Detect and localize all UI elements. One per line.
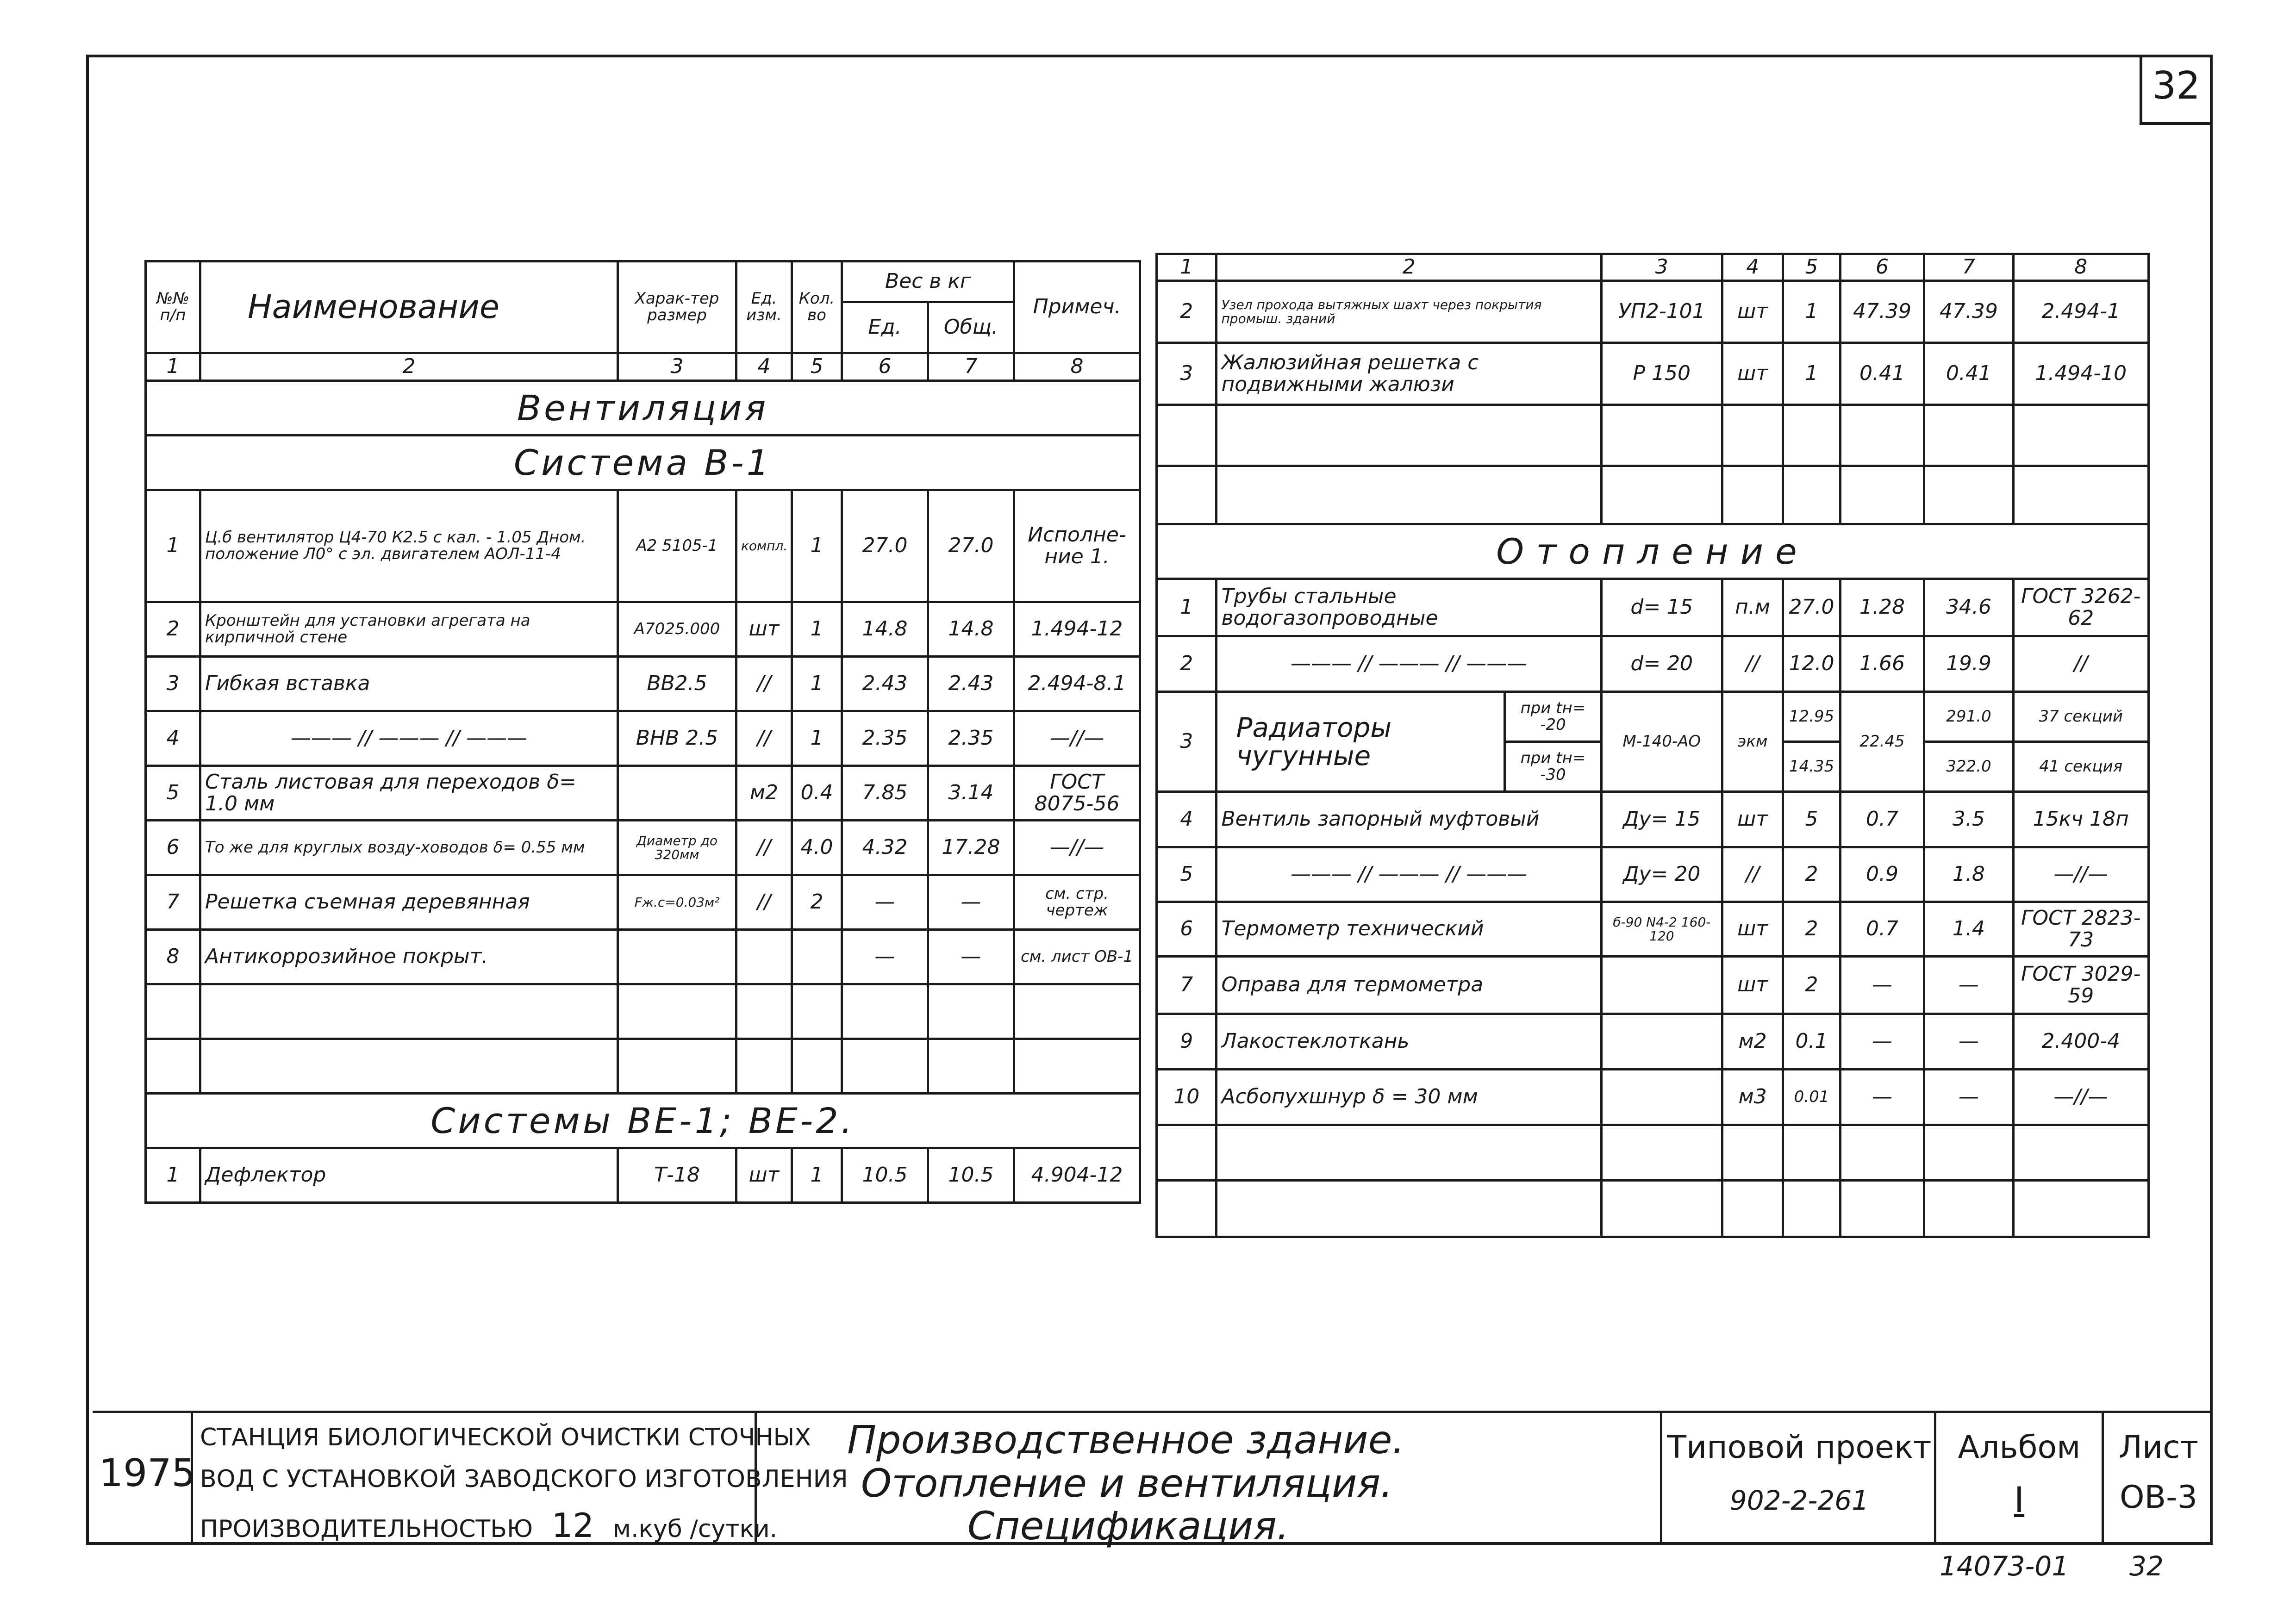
row-note: 37 секций xyxy=(2013,692,2149,742)
row-weight-unit: 47.39 xyxy=(1840,281,1924,343)
row-weight-total: 3.14 xyxy=(928,766,1014,821)
header-name: Наименование xyxy=(200,261,618,353)
row-char xyxy=(1601,1014,1722,1070)
row-unit: шт xyxy=(736,1148,792,1203)
row-note: ГОСТ 2823-73 xyxy=(2013,902,2149,957)
table-row xyxy=(146,490,1140,602)
table-row xyxy=(1157,405,2149,466)
capacity-unit: м.куб /сутки. xyxy=(612,1515,778,1543)
row-weight-unit: — xyxy=(842,930,928,984)
row-name: Кронштейн для установки агрегата на кирпичной стене xyxy=(200,602,618,657)
row-unit: // xyxy=(736,875,792,930)
table-row xyxy=(146,1148,1140,1203)
row-weight-total: 19.9 xyxy=(1924,636,2013,692)
table-row xyxy=(146,602,1140,657)
row-unit: шт xyxy=(1722,281,1783,343)
header-weight-total: Общ. xyxy=(928,302,1014,353)
table-row xyxy=(1157,343,2149,405)
row-num: 3 xyxy=(1157,343,1217,405)
row-note: 1.494-12 xyxy=(1014,602,1140,657)
row-char: М-140-АО xyxy=(1601,692,1722,792)
row-num: 3 xyxy=(1157,692,1217,792)
row-unit: п.м xyxy=(1722,579,1783,636)
row-weight-total: 17.28 xyxy=(928,821,1014,875)
row-qty: 12.95 xyxy=(1783,692,1840,742)
table-row xyxy=(1157,636,2149,692)
row-name: Антикоррозийное покрыт. xyxy=(200,930,618,984)
table-row xyxy=(1157,1181,2149,1237)
row-weight-total: 47.39 xyxy=(1924,281,2013,343)
row-char: А7025.000 xyxy=(618,602,736,657)
row-weight-unit: 1.66 xyxy=(1840,636,1924,692)
row-weight-total: 0.41 xyxy=(1924,343,2013,405)
row-note: 2.400-4 xyxy=(2013,1014,2149,1070)
row-name: ——— // ——— // ——— xyxy=(200,711,618,766)
row-char xyxy=(618,930,736,984)
row-weight-unit: 4.32 xyxy=(842,821,928,875)
row-qty: 4.0 xyxy=(792,821,842,875)
row-name: Узел прохода вытяжных шахт через покрытия промыш. зданий xyxy=(1217,281,1601,343)
col-number: 1 xyxy=(146,353,200,381)
row-qty: 2 xyxy=(1783,902,1840,957)
row-char: ВВ2.5 xyxy=(618,657,736,711)
table-row xyxy=(1157,466,2149,524)
row-char xyxy=(1601,957,1722,1014)
header-weight-unit: Ед. xyxy=(842,302,928,353)
title-block-divider xyxy=(2102,1411,2104,1543)
album-label: Альбом xyxy=(1958,1429,2081,1466)
row-unit: шт xyxy=(1722,957,1783,1014)
row-weight-unit: 27.0 xyxy=(842,490,928,602)
row-qty: 1 xyxy=(792,490,842,602)
row-note: см. лист ОВ-1 xyxy=(1014,930,1140,984)
row-weight-total: 2.35 xyxy=(928,711,1014,766)
table-row xyxy=(146,821,1140,875)
organization-line-3 xyxy=(200,1506,778,1545)
row-char: А2 5105-1 xyxy=(618,490,736,602)
row-unit: // xyxy=(736,821,792,875)
section-system-b1: Система В-1 xyxy=(146,436,1140,490)
col-number: 5 xyxy=(1783,254,1840,281)
row-weight-total: — xyxy=(1924,1070,2013,1125)
row-unit: шт xyxy=(1722,792,1783,847)
organization-line-2: ВОД С УСТАНОВКОЙ ЗАВОДСКОГО ИЗГОТОВЛЕНИЯ xyxy=(200,1465,848,1493)
header-unit: Ед. изм. xyxy=(736,261,792,353)
row-name: Асбопухшнур δ = 30 мм xyxy=(1217,1070,1601,1125)
row-weight-unit: 2.35 xyxy=(842,711,928,766)
row-note: Исполне-ние 1. xyxy=(1014,490,1140,602)
row-note: —//— xyxy=(2013,847,2149,902)
row-unit: // xyxy=(1722,636,1783,692)
col-number: 1 xyxy=(1157,254,1217,281)
section-ventilation: Вентиляция xyxy=(146,381,1140,436)
row-weight-total: 34.6 xyxy=(1924,579,2013,636)
row-unit: шт xyxy=(736,602,792,657)
row-num: 8 xyxy=(146,930,200,984)
col-number: 4 xyxy=(736,353,792,381)
row-weight-total: 3.5 xyxy=(1924,792,2013,847)
row-num: 7 xyxy=(146,875,200,930)
row-note: ГОСТ 8075-56 xyxy=(1014,766,1140,821)
row-qty: 2 xyxy=(1783,847,1840,902)
header-qty: Кол. во xyxy=(792,261,842,353)
row-char: Р 150 xyxy=(1601,343,1722,405)
row-weight-unit: 0.7 xyxy=(1840,792,1924,847)
table-row xyxy=(146,1039,1140,1094)
col-number: 8 xyxy=(1014,353,1140,381)
table-row xyxy=(146,984,1140,1039)
row-name: Вентиль запорный муфтовый xyxy=(1217,792,1601,847)
row-unit: м3 xyxy=(1722,1070,1783,1125)
row-char: Ду= 15 xyxy=(1601,792,1722,847)
organization-line-1: СТАНЦИЯ БИОЛОГИЧЕСКОЙ ОЧИСТКИ СТОЧНЫХ xyxy=(200,1424,811,1451)
row-qty: 2 xyxy=(792,875,842,930)
title-block-divider xyxy=(1660,1411,1662,1543)
table-row xyxy=(1157,692,2149,742)
row-name: Трубы стальные водогазопроводные xyxy=(1217,579,1601,636)
header-note: Примеч. xyxy=(1014,261,1140,353)
table-row xyxy=(1157,902,2149,957)
row-unit: // xyxy=(736,657,792,711)
row-weight-total: 322.0 xyxy=(1924,742,2013,792)
row-char: d= 15 xyxy=(1601,579,1722,636)
row-qty: 1 xyxy=(792,711,842,766)
title-block-divider xyxy=(1934,1411,1936,1543)
footer-code: 14073-01 xyxy=(1940,1550,2069,1582)
row-weight-unit: — xyxy=(1840,1070,1924,1125)
table-row xyxy=(1157,1125,2149,1181)
left-spec-table xyxy=(144,260,1141,1204)
row-name: Оправа для термометра xyxy=(1217,957,1601,1014)
row-weight-unit: — xyxy=(842,875,928,930)
table-row xyxy=(1157,1014,2149,1070)
row-char xyxy=(1601,1070,1722,1125)
row-weight-total: 2.43 xyxy=(928,657,1014,711)
row-qty: 0.1 xyxy=(1783,1014,1840,1070)
row-qty: 2 xyxy=(1783,957,1840,1014)
header-char: Харак-тер размер xyxy=(618,261,736,353)
row-qty: 0.4 xyxy=(792,766,842,821)
album-value: I xyxy=(2014,1479,2025,1520)
project-label: Типовой проект xyxy=(1667,1429,1932,1466)
row-note: 2.494-8.1 xyxy=(1014,657,1140,711)
row-note: —//— xyxy=(2013,1070,2149,1125)
sheet-number: 32 xyxy=(2152,64,2201,108)
col-number: 7 xyxy=(928,353,1014,381)
row-char: Ду= 20 xyxy=(1601,847,1722,902)
row-weight-total: 27.0 xyxy=(928,490,1014,602)
row-name: Решетка съемная деревянная xyxy=(200,875,618,930)
row-weight-unit: 22.45 xyxy=(1840,692,1924,792)
table-row xyxy=(1157,957,2149,1014)
row-unit: м2 xyxy=(1722,1014,1783,1070)
row-condition: при tн= -20 xyxy=(1504,692,1601,742)
table-row xyxy=(146,930,1140,984)
section-heating: Отопление xyxy=(1157,524,2149,579)
row-unit: компл. xyxy=(736,490,792,602)
row-name: Термометр технический xyxy=(1217,902,1601,957)
row-qty: 1 xyxy=(792,657,842,711)
sheet-label: Лист xyxy=(2118,1429,2199,1466)
row-weight-unit: 0.41 xyxy=(1840,343,1924,405)
table-row xyxy=(1157,281,2149,343)
table-row xyxy=(146,711,1140,766)
row-qty: 0.01 xyxy=(1783,1070,1840,1125)
row-char: d= 20 xyxy=(1601,636,1722,692)
row-name: Жалюзийная решетка с подвижными жалюзи xyxy=(1217,343,1601,405)
row-unit: м2 xyxy=(736,766,792,821)
capacity-value: 12 xyxy=(551,1506,594,1545)
col-number: 4 xyxy=(1722,254,1783,281)
table-row xyxy=(1157,847,2149,902)
col-number: 6 xyxy=(842,353,928,381)
footer-page: 32 xyxy=(2129,1550,2164,1582)
row-num: 6 xyxy=(146,821,200,875)
row-weight-unit: 14.8 xyxy=(842,602,928,657)
row-qty: 27.0 xyxy=(1783,579,1840,636)
row-weight-total: 14.8 xyxy=(928,602,1014,657)
row-note: 1.494-10 xyxy=(2013,343,2149,405)
row-num: 1 xyxy=(146,490,200,602)
row-qty: 1 xyxy=(792,1148,842,1203)
row-num: 4 xyxy=(1157,792,1217,847)
row-note: —//— xyxy=(1014,821,1140,875)
sheet-value: ОВ-3 xyxy=(2120,1479,2197,1516)
row-name: Дефлектор xyxy=(200,1148,618,1203)
row-num: 2 xyxy=(1157,281,1217,343)
drawing-title-line-2: Отопление и вентиляция. xyxy=(861,1461,1393,1506)
row-note: —//— xyxy=(1014,711,1140,766)
table-row xyxy=(146,657,1140,711)
row-num: 5 xyxy=(1157,847,1217,902)
row-qty: 5 xyxy=(1783,792,1840,847)
row-note: ГОСТ 3029-59 xyxy=(2013,957,2149,1014)
row-condition: при tн= -30 xyxy=(1504,742,1601,792)
table-row xyxy=(1157,579,2149,636)
col-number: 6 xyxy=(1840,254,1924,281)
drawing-title-line-1: Производственное здание. xyxy=(847,1417,1405,1462)
row-char: Fж.с=0.03м² xyxy=(618,875,736,930)
row-char: Т-18 xyxy=(618,1148,736,1203)
row-weight-total: — xyxy=(928,930,1014,984)
row-num: 10 xyxy=(1157,1070,1217,1125)
row-name: ——— // ——— // ——— xyxy=(1217,636,1601,692)
row-char: УП2-101 xyxy=(1601,281,1722,343)
row-num: 1 xyxy=(146,1148,200,1203)
row-char: Диаметр до 320мм xyxy=(618,821,736,875)
row-unit: // xyxy=(1722,847,1783,902)
row-weight-unit: 10.5 xyxy=(842,1148,928,1203)
row-name: Радиаторы чугунные xyxy=(1217,692,1504,792)
table-row xyxy=(1157,1070,2149,1125)
row-name: Гибкая вставка xyxy=(200,657,618,711)
row-note: 4.904-12 xyxy=(1014,1148,1140,1203)
row-num: 9 xyxy=(1157,1014,1217,1070)
drawing-title-line-3: Спецификация. xyxy=(967,1503,1289,1549)
table-row xyxy=(146,875,1140,930)
row-weight-total: — xyxy=(928,875,1014,930)
row-weight-unit: 2.43 xyxy=(842,657,928,711)
row-num: 5 xyxy=(146,766,200,821)
row-unit: шт xyxy=(1722,902,1783,957)
row-num: 7 xyxy=(1157,957,1217,1014)
row-num: 2 xyxy=(146,602,200,657)
row-num: 2 xyxy=(1157,636,1217,692)
col-number: 2 xyxy=(200,353,618,381)
row-note: 2.494-1 xyxy=(2013,281,2149,343)
row-num: 6 xyxy=(1157,902,1217,957)
title-block-top-line xyxy=(93,1411,2213,1413)
row-char: б-90 N4-2 160-120 xyxy=(1601,902,1722,957)
row-qty: 1 xyxy=(1783,281,1840,343)
col-number: 7 xyxy=(1924,254,2013,281)
col-number: 3 xyxy=(618,353,736,381)
row-qty: 1 xyxy=(792,602,842,657)
row-qty: 14.35 xyxy=(1783,742,1840,792)
row-num: 3 xyxy=(146,657,200,711)
row-weight-total: 1.8 xyxy=(1924,847,2013,902)
row-num: 4 xyxy=(146,711,200,766)
row-weight-total: 1.4 xyxy=(1924,902,2013,957)
year: 1975 xyxy=(99,1451,196,1495)
row-qty: 12.0 xyxy=(1783,636,1840,692)
row-name: Лакостеклоткань xyxy=(1217,1014,1601,1070)
row-unit: экм xyxy=(1722,692,1783,792)
row-weight-total: 10.5 xyxy=(928,1148,1014,1203)
row-note: // xyxy=(2013,636,2149,692)
row-note: 41 секция xyxy=(2013,742,2149,792)
row-weight-total: — xyxy=(1924,1014,2013,1070)
row-qty xyxy=(792,930,842,984)
row-unit xyxy=(736,930,792,984)
col-number: 5 xyxy=(792,353,842,381)
table-row xyxy=(1157,792,2149,847)
row-num: 1 xyxy=(1157,579,1217,636)
header-num: №№ п/п xyxy=(146,261,200,353)
row-unit: шт xyxy=(1722,343,1783,405)
row-note: ГОСТ 3262-62 xyxy=(2013,579,2149,636)
row-name: ——— // ——— // ——— xyxy=(1217,847,1601,902)
row-qty: 1 xyxy=(1783,343,1840,405)
row-weight-total: — xyxy=(1924,957,2013,1014)
row-name: То же для круглых возду-ховодов δ= 0.55 мм xyxy=(200,821,618,875)
col-number: 2 xyxy=(1217,254,1601,281)
table-row xyxy=(146,766,1140,821)
col-number: 8 xyxy=(2013,254,2149,281)
row-weight-unit: 7.85 xyxy=(842,766,928,821)
row-weight-unit: 0.9 xyxy=(1840,847,1924,902)
project-number: 902-2-261 xyxy=(1729,1485,1869,1516)
row-weight-unit: — xyxy=(1840,957,1924,1014)
row-name: Ц.б вентилятор Ц4-70 К2.5 с кал. - 1.05 Дном. положение Л0° с эл. двигателем АОЛ-11-4 xyxy=(200,490,618,602)
row-char xyxy=(618,766,736,821)
row-weight-unit: 1.28 xyxy=(1840,579,1924,636)
row-note: 15кч 18п xyxy=(2013,792,2149,847)
row-unit: // xyxy=(736,711,792,766)
right-spec-table xyxy=(1155,253,2150,1238)
row-weight-unit: — xyxy=(1840,1014,1924,1070)
col-number: 3 xyxy=(1601,254,1722,281)
row-char: ВНВ 2.5 xyxy=(618,711,736,766)
header-weight: Вес в кг xyxy=(842,261,1014,302)
row-note: см. стр. чертеж xyxy=(1014,875,1140,930)
row-weight-total: 291.0 xyxy=(1924,692,2013,742)
row-weight-unit: 0.7 xyxy=(1840,902,1924,957)
section-systems-be: Системы ВЕ-1; ВЕ-2. xyxy=(146,1094,1140,1148)
capacity-label: ПРОИЗВОДИТЕЛЬНОСТЬЮ xyxy=(200,1515,533,1543)
row-name: Сталь листовая для переходов δ= 1.0 мм xyxy=(200,766,618,821)
